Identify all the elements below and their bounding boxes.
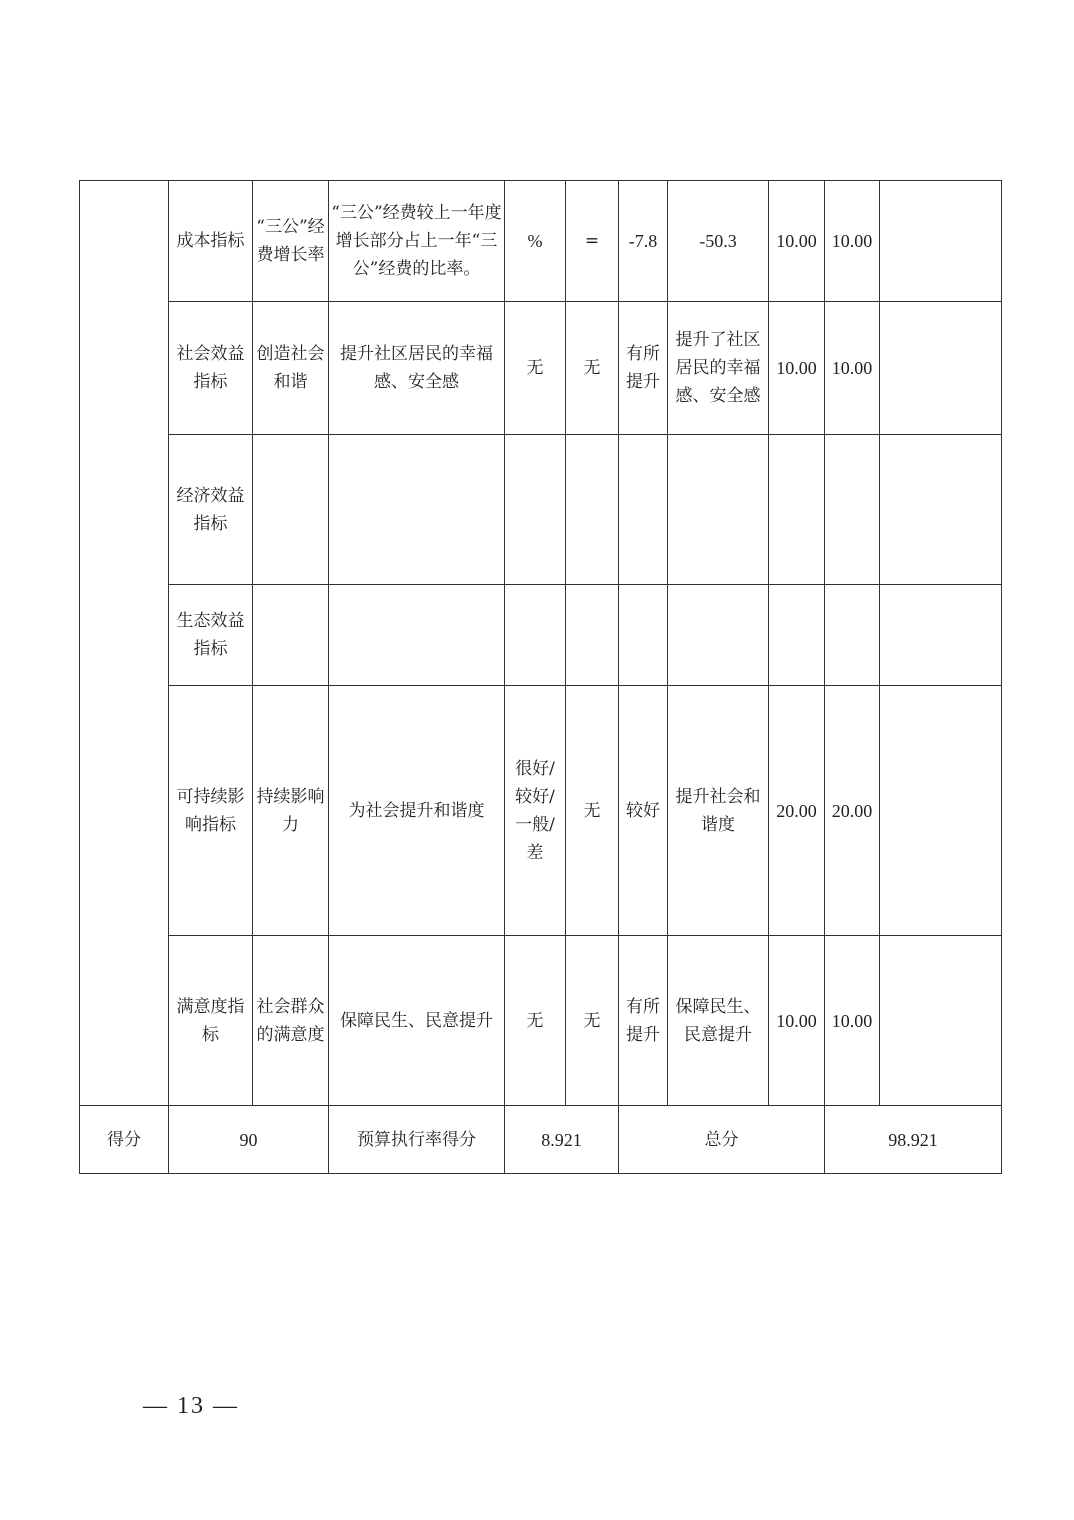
table-row: [80, 585, 1002, 686]
cell-sub-indicator: “三公”经费增长率: [253, 181, 329, 302]
cell-target: 有所提升: [619, 936, 668, 1106]
page-number: — 13 —: [143, 1393, 239, 1419]
cell-target: [619, 585, 668, 686]
cell-sub-indicator: [253, 585, 329, 686]
cell-note: [880, 585, 1002, 686]
table-row: [80, 686, 1002, 936]
cell-operator: [566, 435, 619, 585]
cell-target: 有所提升: [619, 302, 668, 435]
cell-actual: 提升了社区居民的幸福感、安全感: [668, 302, 769, 435]
cell-score: [825, 585, 880, 686]
cell-weight: [769, 585, 825, 686]
cell-score: 10.00: [825, 181, 880, 302]
budget-score-label: 预算执行率得分: [329, 1106, 505, 1174]
cell-score: [825, 435, 880, 585]
blank-cell: [80, 181, 169, 1106]
cell-unit: 很好/较好/一般/差: [505, 686, 566, 936]
cell-sub-indicator: [253, 435, 329, 585]
cell-note: [880, 181, 1002, 302]
cell-sub-indicator: 创造社会和谐: [253, 302, 329, 435]
cell-sub-indicator: 社会群众的满意度: [253, 936, 329, 1106]
cell-note: [880, 435, 1002, 585]
cell-unit: %: [505, 181, 566, 302]
cell-description: [329, 435, 505, 585]
cell-actual: [668, 435, 769, 585]
cell-description: [329, 585, 505, 686]
cell-category: 生态效益指标: [169, 585, 253, 686]
summary-row: [80, 1106, 1002, 1174]
score-label: 得分: [80, 1106, 169, 1174]
performance-table: [79, 180, 1002, 1174]
cell-unit: 无: [505, 302, 566, 435]
budget-score-value: 8.921: [505, 1106, 619, 1174]
cell-weight: 10.00: [769, 302, 825, 435]
cell-description: 为社会提升和谐度: [329, 686, 505, 936]
cell-note: [880, 936, 1002, 1106]
cell-target: -7.8: [619, 181, 668, 302]
cell-operator: =: [566, 181, 619, 302]
cell-note: [880, 686, 1002, 936]
cell-actual: -50.3: [668, 181, 769, 302]
cell-unit: [505, 585, 566, 686]
score-value: 90: [169, 1106, 329, 1174]
cell-operator: [566, 585, 619, 686]
cell-description: 保障民生、民意提升: [329, 936, 505, 1106]
cell-weight: 20.00: [769, 686, 825, 936]
cell-score: 20.00: [825, 686, 880, 936]
cell-sub-indicator: 持续影响力: [253, 686, 329, 936]
cell-category: 社会效益指标: [169, 302, 253, 435]
cell-unit: 无: [505, 936, 566, 1106]
cell-target: [619, 435, 668, 585]
cell-actual: 保障民生、民意提升: [668, 936, 769, 1106]
table-row: [80, 181, 1002, 302]
cell-description: 提升社区居民的幸福感、安全感: [329, 302, 505, 435]
cell-category: 可持续影响指标: [169, 686, 253, 936]
cell-actual: [668, 585, 769, 686]
total-label: 总分: [619, 1106, 825, 1174]
cell-weight: 10.00: [769, 181, 825, 302]
cell-weight: [769, 435, 825, 585]
total-value: 98.921: [825, 1106, 1002, 1174]
cell-weight: 10.00: [769, 936, 825, 1106]
cell-operator: 无: [566, 936, 619, 1106]
table-row: [80, 936, 1002, 1106]
cell-category: 经济效益指标: [169, 435, 253, 585]
cell-category: 成本指标: [169, 181, 253, 302]
cell-target: 较好: [619, 686, 668, 936]
cell-operator: 无: [566, 686, 619, 936]
cell-actual: 提升社会和谐度: [668, 686, 769, 936]
cell-note: [880, 302, 1002, 435]
cell-category: 满意度指标: [169, 936, 253, 1106]
cell-score: 10.00: [825, 302, 880, 435]
cell-description: “三公”经费较上一年度增长部分占上一年“三公”经费的比率。: [329, 181, 505, 302]
cell-operator: 无: [566, 302, 619, 435]
cell-score: 10.00: [825, 936, 880, 1106]
table-row: [80, 435, 1002, 585]
cell-unit: [505, 435, 566, 585]
table-row: [80, 302, 1002, 435]
